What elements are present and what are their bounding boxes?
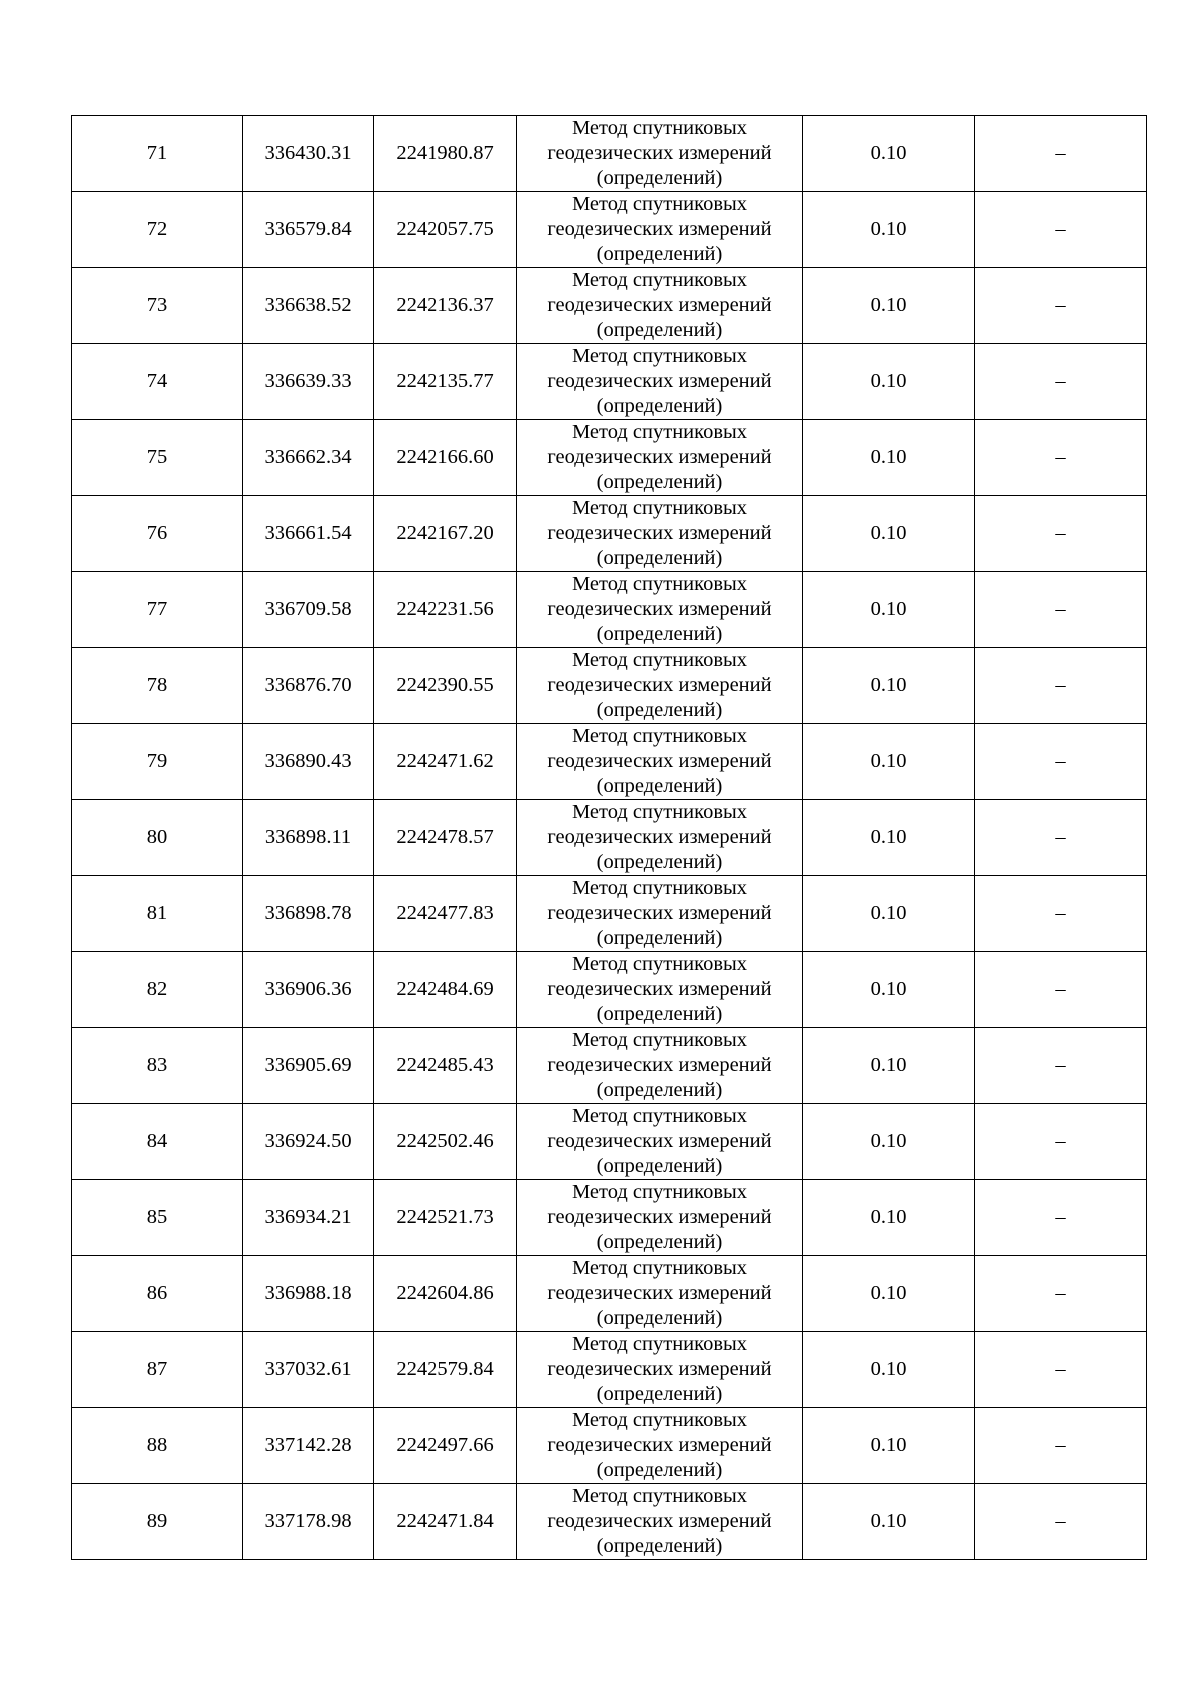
method-line: Метод спутниковых xyxy=(571,117,748,139)
x-coordinate-cell: 337032.61 xyxy=(243,1332,374,1408)
note-cell: – xyxy=(975,1180,1147,1256)
y-coordinate-cell: 2242231.56 xyxy=(374,572,517,648)
method-line: Метод спутниковых xyxy=(571,649,748,671)
table-row xyxy=(72,952,1147,1028)
table-row xyxy=(72,1408,1147,1484)
accuracy-cell: 0.10 xyxy=(803,1180,975,1256)
method-line: геодезических измерений xyxy=(547,1282,772,1304)
method-line: геодезических измерений xyxy=(547,142,772,164)
table-row xyxy=(72,344,1147,420)
point-number-cell: 72 xyxy=(72,192,243,268)
accuracy-cell: 0.10 xyxy=(803,800,975,876)
method-line: (определений) xyxy=(596,319,723,341)
y-coordinate-cell: 2242167.20 xyxy=(374,496,517,572)
method-line: геодезических измерений xyxy=(547,674,772,696)
point-number-cell: 87 xyxy=(72,1332,243,1408)
y-coordinate-cell: 2242604.86 xyxy=(374,1256,517,1332)
accuracy-cell: 0.10 xyxy=(803,420,975,496)
method-cell xyxy=(517,192,803,268)
table-row xyxy=(72,496,1147,572)
y-coordinate-cell: 2242057.75 xyxy=(374,192,517,268)
accuracy-cell: 0.10 xyxy=(803,268,975,344)
note-cell: – xyxy=(975,952,1147,1028)
method-line: (определений) xyxy=(596,927,723,949)
method-line: (определений) xyxy=(596,623,723,645)
note-cell: – xyxy=(975,268,1147,344)
point-number-cell: 84 xyxy=(72,1104,243,1180)
method-line: (определений) xyxy=(596,775,723,797)
method-line: Метод спутниковых xyxy=(571,345,748,367)
method-line: Метод спутниковых xyxy=(571,1485,748,1507)
x-coordinate-cell: 336924.50 xyxy=(243,1104,374,1180)
method-line: (определений) xyxy=(596,547,723,569)
note-cell: – xyxy=(975,1104,1147,1180)
x-coordinate-cell: 336934.21 xyxy=(243,1180,374,1256)
point-number-cell: 88 xyxy=(72,1408,243,1484)
method-line: Метод спутниковых xyxy=(571,877,748,899)
method-line: Метод спутниковых xyxy=(571,1409,748,1431)
y-coordinate-cell: 2242390.55 xyxy=(374,648,517,724)
table-row xyxy=(72,420,1147,496)
point-number-cell: 81 xyxy=(72,876,243,952)
method-cell xyxy=(517,116,803,192)
method-line: Метод спутниковых xyxy=(571,801,748,823)
note-cell: – xyxy=(975,1332,1147,1408)
method-line: геодезических измерений xyxy=(547,446,772,468)
accuracy-cell: 0.10 xyxy=(803,1028,975,1104)
point-number-cell: 75 xyxy=(72,420,243,496)
accuracy-cell: 0.10 xyxy=(803,116,975,192)
point-number-cell: 82 xyxy=(72,952,243,1028)
method-cell xyxy=(517,1256,803,1332)
point-number-cell: 89 xyxy=(72,1484,243,1560)
point-number-cell: 83 xyxy=(72,1028,243,1104)
x-coordinate-cell: 337142.28 xyxy=(243,1408,374,1484)
method-line: (определений) xyxy=(596,1079,723,1101)
accuracy-cell: 0.10 xyxy=(803,876,975,952)
note-cell: – xyxy=(975,800,1147,876)
point-number-cell: 76 xyxy=(72,496,243,572)
point-number-cell: 86 xyxy=(72,1256,243,1332)
method-line: геодезических измерений xyxy=(547,1358,772,1380)
accuracy-cell: 0.10 xyxy=(803,952,975,1028)
method-line: Метод спутниковых xyxy=(571,1105,748,1127)
method-line: Метод спутниковых xyxy=(571,497,748,519)
method-line: геодезических измерений xyxy=(547,1206,772,1228)
accuracy-cell: 0.10 xyxy=(803,1484,975,1560)
method-line: Метод спутниковых xyxy=(571,1333,748,1355)
x-coordinate-cell: 336430.31 xyxy=(243,116,374,192)
y-coordinate-cell: 2241980.87 xyxy=(374,116,517,192)
method-line: геодезических измерений xyxy=(547,1130,772,1152)
method-line: геодезических измерений xyxy=(547,1054,772,1076)
method-line: (определений) xyxy=(596,471,723,493)
point-number-cell: 73 xyxy=(72,268,243,344)
accuracy-cell: 0.10 xyxy=(803,572,975,648)
table-row xyxy=(72,876,1147,952)
method-line: Метод спутниковых xyxy=(571,193,748,215)
table-row xyxy=(72,800,1147,876)
method-line: (определений) xyxy=(596,1155,723,1177)
point-number-cell: 77 xyxy=(72,572,243,648)
point-number-cell: 78 xyxy=(72,648,243,724)
y-coordinate-cell: 2242497.66 xyxy=(374,1408,517,1484)
point-number-cell: 79 xyxy=(72,724,243,800)
method-cell xyxy=(517,572,803,648)
method-cell xyxy=(517,1408,803,1484)
method-cell xyxy=(517,648,803,724)
y-coordinate-cell: 2242485.43 xyxy=(374,1028,517,1104)
x-coordinate-cell: 336709.58 xyxy=(243,572,374,648)
table-row xyxy=(72,1484,1147,1560)
note-cell: – xyxy=(975,496,1147,572)
accuracy-cell: 0.10 xyxy=(803,496,975,572)
method-cell xyxy=(517,420,803,496)
method-cell xyxy=(517,496,803,572)
method-line: геодезических измерений xyxy=(547,294,772,316)
note-cell: – xyxy=(975,876,1147,952)
y-coordinate-cell: 2242484.69 xyxy=(374,952,517,1028)
x-coordinate-cell: 336639.33 xyxy=(243,344,374,420)
method-cell xyxy=(517,800,803,876)
method-line: геодезических измерений xyxy=(547,598,772,620)
method-line: геодезических измерений xyxy=(547,1434,772,1456)
y-coordinate-cell: 2242471.62 xyxy=(374,724,517,800)
point-number-cell: 80 xyxy=(72,800,243,876)
method-line: (определений) xyxy=(596,1535,723,1557)
table-row xyxy=(72,724,1147,800)
method-line: геодезических измерений xyxy=(547,826,772,848)
y-coordinate-cell: 2242477.83 xyxy=(374,876,517,952)
accuracy-cell: 0.10 xyxy=(803,344,975,420)
note-cell: – xyxy=(975,116,1147,192)
method-line: Метод спутниковых xyxy=(571,1029,748,1051)
method-cell xyxy=(517,876,803,952)
method-line: Метод спутниковых xyxy=(571,573,748,595)
y-coordinate-cell: 2242135.77 xyxy=(374,344,517,420)
method-line: Метод спутниковых xyxy=(571,725,748,747)
method-line: геодезических измерений xyxy=(547,522,772,544)
method-cell xyxy=(517,1028,803,1104)
x-coordinate-cell: 336876.70 xyxy=(243,648,374,724)
accuracy-cell: 0.10 xyxy=(803,192,975,268)
x-coordinate-cell: 336906.36 xyxy=(243,952,374,1028)
x-coordinate-cell: 336905.69 xyxy=(243,1028,374,1104)
x-coordinate-cell: 336890.43 xyxy=(243,724,374,800)
x-coordinate-cell: 336661.54 xyxy=(243,496,374,572)
table-row xyxy=(72,648,1147,724)
point-number-cell: 85 xyxy=(72,1180,243,1256)
accuracy-cell: 0.10 xyxy=(803,724,975,800)
coordinates-table xyxy=(71,115,1147,1560)
table-row xyxy=(72,268,1147,344)
method-line: (определений) xyxy=(596,395,723,417)
accuracy-cell: 0.10 xyxy=(803,1256,975,1332)
table-row xyxy=(72,1028,1147,1104)
table-row xyxy=(72,1256,1147,1332)
note-cell: – xyxy=(975,724,1147,800)
point-number-cell: 74 xyxy=(72,344,243,420)
x-coordinate-cell: 336662.34 xyxy=(243,420,374,496)
x-coordinate-cell: 336898.11 xyxy=(243,800,374,876)
method-line: (определений) xyxy=(596,1459,723,1481)
note-cell: – xyxy=(975,1028,1147,1104)
method-line: (определений) xyxy=(596,1307,723,1329)
method-line: геодезических измерений xyxy=(547,218,772,240)
x-coordinate-cell: 336579.84 xyxy=(243,192,374,268)
note-cell: – xyxy=(975,572,1147,648)
method-line: Метод спутниковых xyxy=(571,421,748,443)
method-cell xyxy=(517,1180,803,1256)
table-row xyxy=(72,1180,1147,1256)
y-coordinate-cell: 2242136.37 xyxy=(374,268,517,344)
note-cell: – xyxy=(975,344,1147,420)
y-coordinate-cell: 2242478.57 xyxy=(374,800,517,876)
method-line: (определений) xyxy=(596,243,723,265)
method-line: (определений) xyxy=(596,699,723,721)
method-line: Метод спутниковых xyxy=(571,269,748,291)
x-coordinate-cell: 336898.78 xyxy=(243,876,374,952)
method-cell xyxy=(517,724,803,800)
method-cell xyxy=(517,268,803,344)
note-cell: – xyxy=(975,648,1147,724)
method-cell xyxy=(517,1104,803,1180)
accuracy-cell: 0.10 xyxy=(803,648,975,724)
x-coordinate-cell: 337178.98 xyxy=(243,1484,374,1560)
method-line: (определений) xyxy=(596,851,723,873)
note-cell: – xyxy=(975,192,1147,268)
method-line: Метод спутниковых xyxy=(571,953,748,975)
method-line: (определений) xyxy=(596,1383,723,1405)
y-coordinate-cell: 2242166.60 xyxy=(374,420,517,496)
accuracy-cell: 0.10 xyxy=(803,1104,975,1180)
accuracy-cell: 0.10 xyxy=(803,1408,975,1484)
method-line: Метод спутниковых xyxy=(571,1257,748,1279)
accuracy-cell: 0.10 xyxy=(803,1332,975,1408)
table-row xyxy=(72,1332,1147,1408)
method-line: геодезических измерений xyxy=(547,750,772,772)
note-cell: – xyxy=(975,1256,1147,1332)
table-row xyxy=(72,116,1147,192)
table-body xyxy=(72,116,1147,1560)
y-coordinate-cell: 2242471.84 xyxy=(374,1484,517,1560)
method-line: (определений) xyxy=(596,1231,723,1253)
note-cell: – xyxy=(975,1484,1147,1560)
y-coordinate-cell: 2242579.84 xyxy=(374,1332,517,1408)
method-line: геодезических измерений xyxy=(547,370,772,392)
x-coordinate-cell: 336638.52 xyxy=(243,268,374,344)
method-cell xyxy=(517,1484,803,1560)
method-line: Метод спутниковых xyxy=(571,1181,748,1203)
table-row xyxy=(72,192,1147,268)
y-coordinate-cell: 2242502.46 xyxy=(374,1104,517,1180)
method-line: геодезических измерений xyxy=(547,978,772,1000)
note-cell: – xyxy=(975,1408,1147,1484)
note-cell: – xyxy=(975,420,1147,496)
table-row xyxy=(72,572,1147,648)
method-line: геодезических измерений xyxy=(547,902,772,924)
table-row xyxy=(72,1104,1147,1180)
method-cell xyxy=(517,344,803,420)
method-line: (определений) xyxy=(596,1003,723,1025)
method-cell xyxy=(517,1332,803,1408)
method-cell xyxy=(517,952,803,1028)
method-line: геодезических измерений xyxy=(547,1510,772,1532)
method-line: (определений) xyxy=(596,167,723,189)
point-number-cell: 71 xyxy=(72,116,243,192)
y-coordinate-cell: 2242521.73 xyxy=(374,1180,517,1256)
x-coordinate-cell: 336988.18 xyxy=(243,1256,374,1332)
